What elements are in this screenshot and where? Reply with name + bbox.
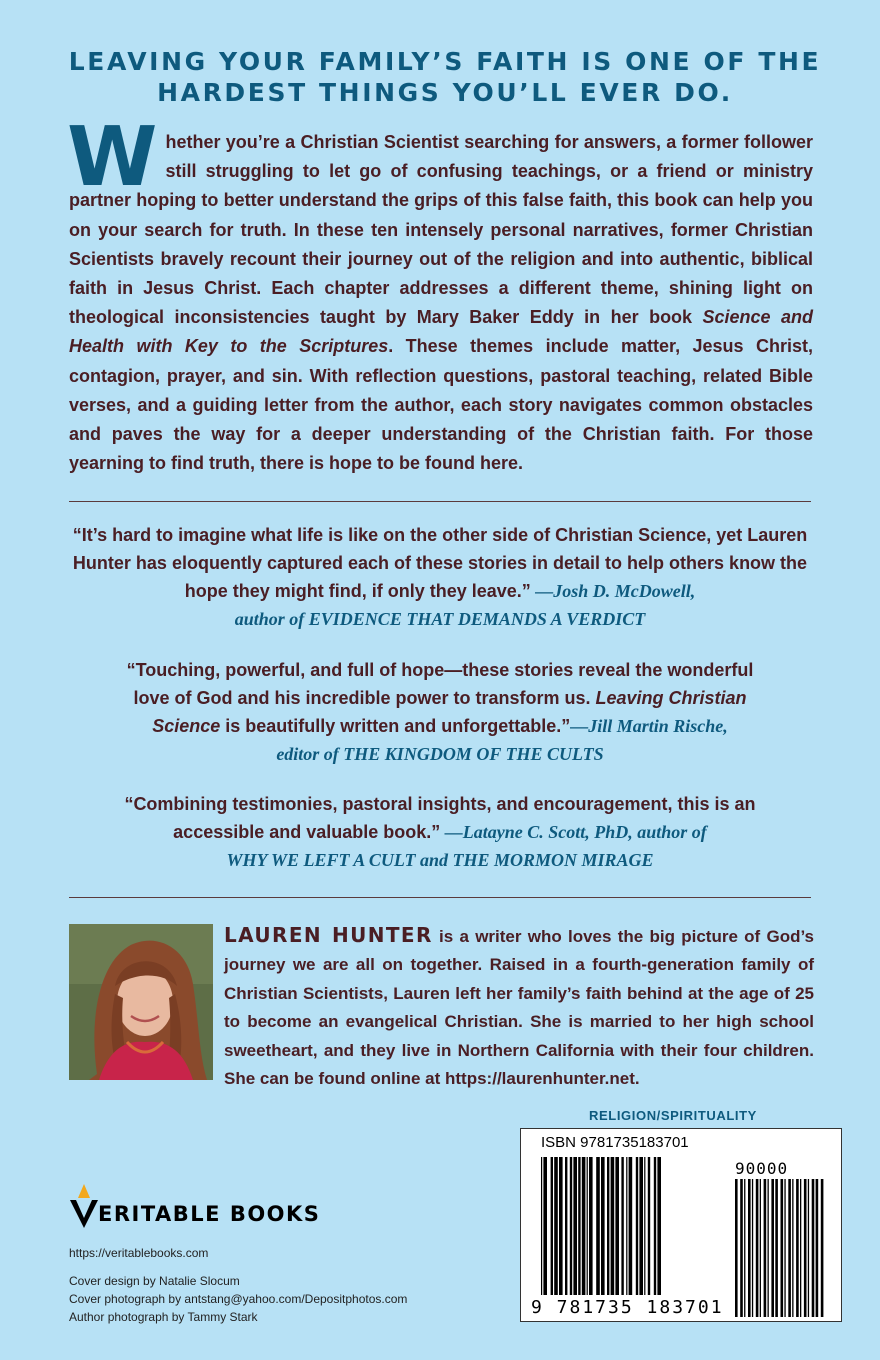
barcode-bar [565, 1157, 567, 1295]
barcode-addon-bar [812, 1179, 815, 1317]
barcode-number: 9 781735 183701 [531, 1297, 724, 1318]
barcode-addon-bar [735, 1179, 738, 1317]
barcode-bar [611, 1157, 615, 1295]
endorsement-3-author: —Latayne C. Scott, PhD, author of [440, 822, 707, 842]
barcode-bar [657, 1157, 661, 1295]
barcode-addon-bar [775, 1179, 778, 1317]
description-part-1: hether you’re a Christian Scientist searching for answers, a former follower still struggling to let go of confusing teachings, or a friend or ministry partner hoping to better understand the grips of this false faith, this book can help you on your search for truth. In these ten intensely personal narratives, former Christian Scientists bravely recount their journey out of the religion and into authentic, biblical faith in Jesus Christ. Each chapter addresses a different theme, shining light on theological inconsistencies taught by Mary Baker Eddy in her book [69, 132, 813, 328]
barcode-addon-bar [744, 1179, 745, 1317]
isbn-barcode [520, 1128, 842, 1322]
barcode-bar [559, 1157, 563, 1295]
barcode-addon-bar [808, 1179, 809, 1317]
endorsement-1-credential: author of EVIDENCE THAT DEMANDS A VERDICT [234, 609, 646, 629]
barcode-addon-bar [800, 1179, 801, 1317]
divider-top [69, 501, 811, 502]
endorsement-3-credential: WHY WE LEFT A CULT and THE MORMON MIRAGE [226, 850, 654, 870]
isbn-text: ISBN 9781735183701 [541, 1134, 689, 1151]
barcode-addon-bar [748, 1179, 751, 1317]
barcode-bar [596, 1157, 600, 1295]
barcode-addon-bar [784, 1179, 785, 1317]
description-book-title: Science and Health with Key to the Scriptures [69, 307, 813, 357]
barcode-bar [578, 1157, 580, 1295]
barcode-addon-bar [756, 1179, 759, 1317]
barcode-addon-bar [788, 1179, 791, 1317]
credit-cover-design: Cover design by Natalie Slocum [69, 1274, 240, 1288]
barcode-bar [582, 1157, 586, 1295]
endorsement-1-author: —Josh D. McDowell, [530, 581, 696, 601]
barcode-addon-bar [792, 1179, 793, 1317]
endorsement-2-text-a: “Touching, powerful, and full of hope—these stories reveal the wonderful love of God and his incredible power to transform us. [126, 660, 754, 708]
barcode-bar [607, 1157, 609, 1295]
book-description [67, 110, 813, 478]
barcode-bar [636, 1157, 638, 1295]
endorsement-1 [60, 521, 820, 633]
headline [40, 46, 850, 108]
author-name: LAUREN HUNTER [224, 923, 433, 947]
barcode-bar [629, 1157, 633, 1295]
barcode-bar [589, 1157, 593, 1295]
category-label: RELIGION/SPIRITUALITY [589, 1108, 757, 1123]
endorsement-3 [110, 790, 770, 874]
barcode-addon-bar [804, 1179, 807, 1317]
barcode-bar [621, 1157, 623, 1295]
endorsement-2-book-title: Leaving Christian Science [152, 688, 747, 736]
endorsement-3-text: “Combining testimonies, pastoral insights, and encouragement, this is an accessible and valuable book.” [124, 794, 756, 842]
endorsement-2-credential: editor of THE KINGDOM OF THE CULTS [276, 744, 604, 764]
barcode-bar [626, 1157, 627, 1295]
barcode-addon-bar [816, 1179, 819, 1317]
barcode-addon-bar [760, 1179, 761, 1317]
endorsement-1-text: “It’s hard to imagine what life is like on the other side of Christian Science, yet Lauren Hunter has eloquently captured each of these stories in detail to help others know the hope they might find, if only they leave.” [72, 525, 808, 601]
publisher-name: ERITABLE BOOKS [98, 1202, 321, 1226]
barcode-bar [654, 1157, 656, 1295]
barcode-bar [587, 1157, 588, 1295]
author-bio-text: is a writer who loves the big picture of God’s journey we are all on together. Raised in a fourth-generation family of Christian Scientists, Lauren left her family’s faith behind at the age of 25 to become an evangelical Christian. She is married to her high school sweetheart, and they live in Northern California with their four children. She can be found online at https://laurenhunter.net. [224, 927, 815, 1089]
barcode-addon-bar [768, 1179, 769, 1317]
barcode-bar [639, 1157, 643, 1295]
barcode-addon-bar [771, 1179, 774, 1317]
divider-bottom [69, 897, 811, 898]
barcode-addon-bar [796, 1179, 799, 1317]
barcode-addon-bar [752, 1179, 753, 1317]
barcode-bars [521, 1129, 841, 1321]
barcode-bar [570, 1157, 572, 1295]
endorsement-2 [110, 656, 770, 768]
barcode-addon-bar [781, 1179, 784, 1317]
credit-author-photo: Author photograph by Tammy Stark [69, 1310, 258, 1324]
headline-line-1: LEAVING YOUR FAMILY’S FAITH IS ONE OF THE [68, 47, 822, 76]
description-part-2: . These themes include matter, Jesus Christ, contagion, prayer, and sin. With reflection questions, pastoral teaching, related Bible verses, and a guiding letter from the author, each story navigates common obstacles and paves the way for a deeper understanding of the Christian faith. For those yearning to find truth, there is hope to be found here. [69, 336, 813, 474]
author-bio [224, 921, 814, 1093]
barcode-addon-bar [821, 1179, 824, 1317]
endorsement-2-text-b: is beautifully written and unforgettable.” [220, 716, 571, 736]
barcode-addon-bar [764, 1179, 767, 1317]
barcode-bar [543, 1157, 547, 1295]
price-addon-number: 90000 [735, 1159, 789, 1178]
barcode-bar [551, 1157, 553, 1295]
author-photo [69, 924, 213, 1080]
barcode-addon-bar [740, 1179, 743, 1317]
drop-cap: W [67, 110, 158, 205]
barcode-bar [601, 1157, 605, 1295]
endorsement-2-author: —Jill Martin Rische, [570, 716, 728, 736]
credit-cover-photo: Cover photograph by antstang@yahoo.com/Depositphotos.com [69, 1292, 408, 1306]
headline-line-2: HARDEST THINGS YOU’LL EVER DO. [157, 78, 733, 107]
veritable-v-icon [68, 1180, 102, 1230]
barcode-bar [541, 1157, 542, 1295]
barcode-bar [615, 1157, 619, 1295]
barcode-bar [644, 1157, 645, 1295]
barcode-bar [554, 1157, 558, 1295]
publisher-logo [68, 1180, 328, 1230]
publisher-website: https://veritablebooks.com [69, 1246, 209, 1260]
barcode-bar [648, 1157, 650, 1295]
barcode-bar [573, 1157, 577, 1295]
